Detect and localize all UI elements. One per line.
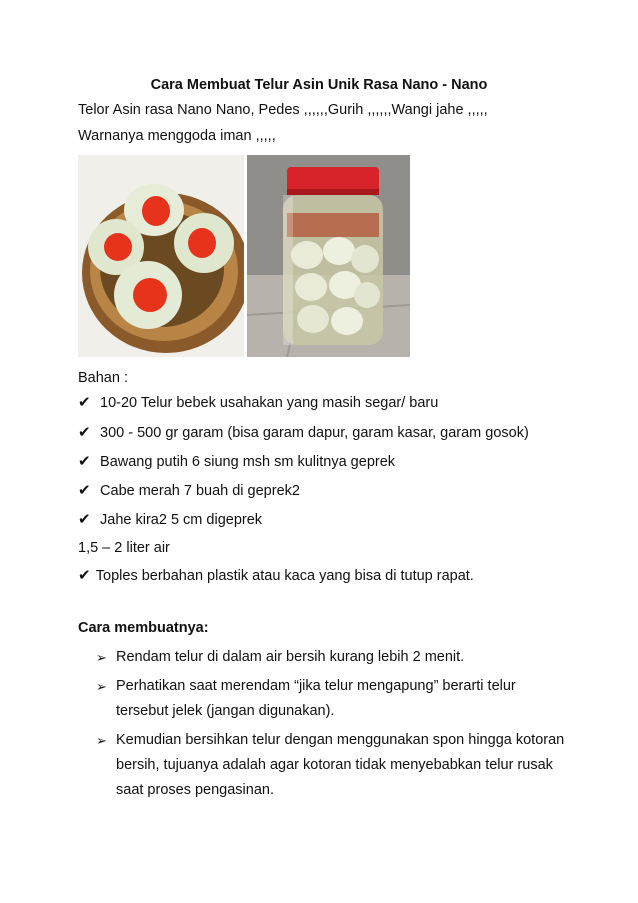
method-step — [96, 674, 566, 724]
ingredient-item — [78, 452, 395, 470]
step-text: Rendam telur di dalam air bersih kurang lebih 2 menit. — [116, 649, 465, 665]
method-heading: Cara membuatnya: — [78, 620, 209, 636]
checkmark-icon: ✔ — [78, 567, 91, 584]
checkmark-icon: ✔ — [78, 453, 91, 470]
checkmark-icon: ✔ — [78, 511, 91, 528]
checkmark-icon: ✔ — [78, 424, 91, 441]
ingredient-item — [78, 510, 262, 528]
step-text: Kemudian bersihkan telur dengan menggunakan spon hingga kotoran bersih, tujuanya adalah agar kotoran tidak menyebabkan telur rusak saat proses pengasinan. — [116, 732, 565, 798]
method-step — [96, 728, 566, 803]
container-item — [78, 566, 474, 584]
ingredients-heading: Bahan : — [78, 370, 128, 386]
arrow-bullet-icon: ➢ — [96, 733, 107, 748]
ingredient-text: 300 - 500 gr garam (bisa garam dapur, garam kasar, garam gosok) — [100, 425, 529, 441]
ingredient-text: 10-20 Telur bebek usahakan yang masih segar/ baru — [100, 395, 439, 411]
ingredient-item — [78, 423, 529, 441]
method-step — [96, 645, 566, 670]
intro-line-2: Warnanya menggoda iman ,,,,, — [78, 128, 276, 144]
ingredient-text: Bawang putih 6 siung msh sm kulitnya geprek — [100, 454, 396, 470]
arrow-bullet-icon: ➢ — [96, 679, 107, 694]
ingredient-text: Jahe kira2 5 cm digeprek — [100, 512, 263, 528]
document-title: Cara Membuat Telur Asin Unik Rasa Nano - Nano — [150, 77, 488, 93]
method-steps-list — [96, 645, 566, 803]
egg-jar-photo — [247, 155, 410, 357]
arrow-bullet-icon: ➢ — [96, 650, 107, 665]
container-text: Toples berbahan plastik atau kaca yang bisa di tutup rapat. — [95, 568, 474, 584]
ingredient-text: Cabe merah 7 buah di geprek2 — [100, 483, 300, 499]
ingredient-item — [78, 393, 438, 411]
checkmark-icon: ✔ — [78, 482, 91, 499]
step-text: Perhatikan saat merendam “jika telur mengapung” berarti telur tersebut jelek (jangan digunakan). — [116, 678, 516, 719]
intro-line-1: Telor Asin rasa Nano Nano, Pedes ,,,,,,Gurih ,,,,,,Wangi jahe ,,,,, — [78, 102, 488, 118]
checkmark-icon: ✔ — [78, 394, 91, 411]
ingredient-item — [78, 481, 300, 499]
egg-half-3 — [174, 213, 234, 273]
water-amount-line: 1,5 – 2 liter air — [78, 540, 170, 556]
salted-eggs-photo — [78, 155, 244, 357]
jar-lid — [287, 167, 379, 195]
jar-body — [283, 195, 383, 345]
egg-half-4 — [114, 261, 182, 329]
